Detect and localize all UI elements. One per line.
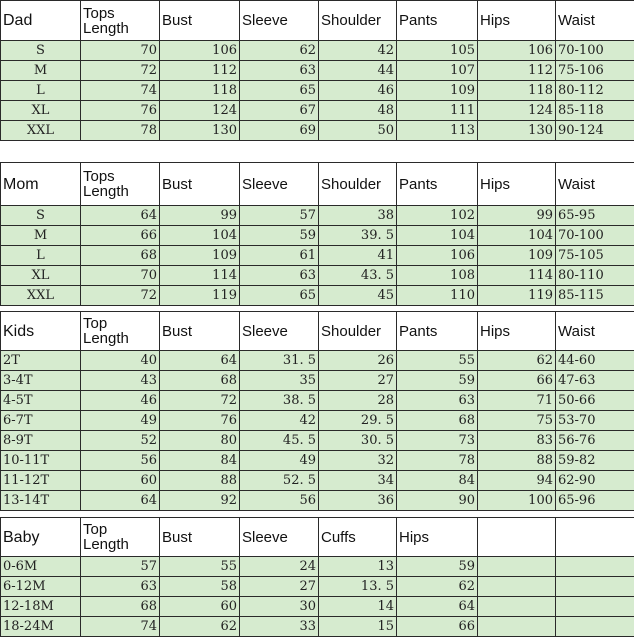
shoulder-cell: 45 [319, 286, 397, 306]
waist-cell: 80-110 [556, 266, 634, 286]
pants-cell: 111 [397, 101, 478, 121]
header-tops-length: Tops Length [81, 1, 160, 41]
cuffs-cell: 13. 5 [319, 577, 397, 597]
pants-cell: 63 [397, 391, 478, 411]
dad-size-table [0, 0, 634, 141]
cuffs-cell: 15 [319, 617, 397, 637]
sleeve-cell: 67 [240, 101, 319, 121]
sleeve-cell: 62 [240, 41, 319, 61]
tops-cell: 64 [81, 206, 160, 226]
waist-cell: 85-115 [556, 286, 634, 306]
mom-title: Mom [1, 163, 81, 206]
bust-cell: 106 [160, 41, 240, 61]
pants-cell: 104 [397, 226, 478, 246]
size-cell: 2T [1, 351, 81, 371]
waist-cell: 56-76 [556, 431, 634, 451]
empty-cell [556, 557, 634, 577]
hips-cell: 62 [478, 351, 556, 371]
bust-cell: 60 [160, 597, 240, 617]
sleeve-cell: 45. 5 [240, 431, 319, 451]
shoulder-cell: 32 [319, 451, 397, 471]
header-pants: Pants [397, 1, 478, 41]
pants-cell: 106 [397, 246, 478, 266]
table-row [1, 226, 634, 246]
size-cell: 10-11T [1, 451, 81, 471]
hips-cell: 112 [478, 61, 556, 81]
header-waist: Waist [556, 163, 634, 206]
waist-cell: 65-96 [556, 491, 634, 511]
pants-cell: 102 [397, 206, 478, 226]
waist-cell: 62-90 [556, 471, 634, 491]
tops-cell: 66 [81, 226, 160, 246]
hips-cell: 66 [478, 371, 556, 391]
header-top-length: Top Length [81, 518, 160, 557]
hips-cell: 83 [478, 431, 556, 451]
bust-cell: 119 [160, 286, 240, 306]
size-cell: M [1, 226, 81, 246]
tops-cell: 52 [81, 431, 160, 451]
shoulder-cell: 50 [319, 121, 397, 141]
hips-cell: 94 [478, 471, 556, 491]
header-bust: Bust [160, 518, 240, 557]
tops-cell: 43 [81, 371, 160, 391]
tops-cell: 57 [81, 557, 160, 577]
dad-title: Dad [1, 1, 81, 41]
size-cell: 3-4T [1, 371, 81, 391]
tops-cell: 68 [81, 246, 160, 266]
bust-cell: 109 [160, 246, 240, 266]
table-row [1, 491, 634, 511]
header-pants: Pants [397, 163, 478, 206]
pants-cell: 113 [397, 121, 478, 141]
size-cell: 0-6M [1, 557, 81, 577]
bust-cell: 68 [160, 371, 240, 391]
tops-cell: 78 [81, 121, 160, 141]
empty-header-cell [556, 518, 634, 557]
table-row [1, 61, 634, 81]
tops-cell: 70 [81, 266, 160, 286]
bust-cell: 62 [160, 617, 240, 637]
sleeve-cell: 69 [240, 121, 319, 141]
table-row [1, 121, 634, 141]
hips-cell: 59 [397, 557, 478, 577]
tops-cell: 46 [81, 391, 160, 411]
header-tops-length: Tops Length [81, 163, 160, 206]
size-cell: L [1, 81, 81, 101]
size-cell: 8-9T [1, 431, 81, 451]
bust-cell: 64 [160, 351, 240, 371]
bust-cell: 112 [160, 61, 240, 81]
header-bust: Bust [160, 1, 240, 41]
table-row [1, 471, 634, 491]
table-row [1, 206, 634, 226]
table-row [1, 81, 634, 101]
tops-cell: 76 [81, 101, 160, 121]
waist-cell: 70-100 [556, 41, 634, 61]
tops-cell: 40 [81, 351, 160, 371]
sleeve-cell: 61 [240, 246, 319, 266]
waist-cell: 50-66 [556, 391, 634, 411]
header-bust: Bust [160, 163, 240, 206]
table-row [1, 617, 634, 637]
hips-cell: 130 [478, 121, 556, 141]
sleeve-cell: 38. 5 [240, 391, 319, 411]
sleeve-cell: 30 [240, 597, 319, 617]
waist-cell: 70-100 [556, 226, 634, 246]
sleeve-cell: 56 [240, 491, 319, 511]
header-sleeve: Sleeve [240, 312, 319, 351]
pants-cell: 110 [397, 286, 478, 306]
sleeve-cell: 65 [240, 286, 319, 306]
sleeve-cell: 31. 5 [240, 351, 319, 371]
header-pants: Pants [397, 312, 478, 351]
bust-cell: 118 [160, 81, 240, 101]
size-cell: 11-12T [1, 471, 81, 491]
sleeve-cell: 65 [240, 81, 319, 101]
bust-cell: 114 [160, 266, 240, 286]
sleeve-cell: 35 [240, 371, 319, 391]
tops-cell: 56 [81, 451, 160, 471]
waist-cell: 65-95 [556, 206, 634, 226]
size-cell: L [1, 246, 81, 266]
waist-cell: 53-70 [556, 411, 634, 431]
shoulder-cell: 34 [319, 471, 397, 491]
table-row [1, 286, 634, 306]
shoulder-cell: 39. 5 [319, 226, 397, 246]
size-cell: XL [1, 101, 81, 121]
tops-cell: 64 [81, 491, 160, 511]
tops-cell: 68 [81, 597, 160, 617]
hips-cell: 106 [478, 41, 556, 61]
empty-cell [478, 557, 556, 577]
pants-cell: 78 [397, 451, 478, 471]
table-row [1, 557, 634, 577]
bust-cell: 76 [160, 411, 240, 431]
table-row [1, 101, 634, 121]
header-sleeve: Sleeve [240, 163, 319, 206]
sleeve-cell: 63 [240, 266, 319, 286]
sleeve-cell: 52. 5 [240, 471, 319, 491]
bust-cell: 72 [160, 391, 240, 411]
size-cell: M [1, 61, 81, 81]
size-cell: S [1, 206, 81, 226]
pants-cell: 84 [397, 471, 478, 491]
header-shoulder: Shoulder [319, 163, 397, 206]
shoulder-cell: 28 [319, 391, 397, 411]
kids-rows [1, 351, 634, 511]
empty-header-cell [478, 518, 556, 557]
sleeve-cell: 27 [240, 577, 319, 597]
size-cell: 6-12M [1, 577, 81, 597]
sleeve-cell: 49 [240, 451, 319, 471]
sleeve-cell: 42 [240, 411, 319, 431]
shoulder-cell: 48 [319, 101, 397, 121]
table-row [1, 41, 634, 61]
header-sleeve: Sleeve [240, 518, 319, 557]
size-cell: XXL [1, 286, 81, 306]
size-cell: 18-24M [1, 617, 81, 637]
hips-cell: 109 [478, 246, 556, 266]
pants-cell: 59 [397, 371, 478, 391]
bust-cell: 80 [160, 431, 240, 451]
cuffs-cell: 13 [319, 557, 397, 577]
cuffs-cell: 14 [319, 597, 397, 617]
kids-title: Kids [1, 312, 81, 351]
table-row [1, 246, 634, 266]
shoulder-cell: 26 [319, 351, 397, 371]
hips-cell: 100 [478, 491, 556, 511]
table-row [1, 266, 634, 286]
empty-cell [556, 597, 634, 617]
table-row [1, 597, 634, 617]
bust-cell: 88 [160, 471, 240, 491]
waist-cell: 47-63 [556, 371, 634, 391]
kids-size-table [0, 311, 634, 511]
size-cell: XL [1, 266, 81, 286]
hips-cell: 118 [478, 81, 556, 101]
shoulder-cell: 29. 5 [319, 411, 397, 431]
bust-cell: 99 [160, 206, 240, 226]
tops-cell: 72 [81, 61, 160, 81]
header-waist: Waist [556, 312, 634, 351]
hips-cell: 124 [478, 101, 556, 121]
waist-cell: 75-106 [556, 61, 634, 81]
size-cell: XXL [1, 121, 81, 141]
shoulder-cell: 41 [319, 246, 397, 266]
size-cell: S [1, 41, 81, 61]
waist-cell: 59-82 [556, 451, 634, 471]
baby-rows [1, 557, 634, 637]
waist-cell: 80-112 [556, 81, 634, 101]
waist-cell: 75-105 [556, 246, 634, 266]
empty-cell [556, 617, 634, 637]
shoulder-cell: 42 [319, 41, 397, 61]
hips-cell: 62 [397, 577, 478, 597]
tops-cell: 72 [81, 286, 160, 306]
pants-cell: 73 [397, 431, 478, 451]
header-cuffs: Cuffs [319, 518, 397, 557]
table-row [1, 411, 634, 431]
header-hips: Hips [478, 163, 556, 206]
header-bust: Bust [160, 312, 240, 351]
dad-rows [1, 41, 634, 141]
mom-size-table [0, 162, 634, 306]
header-hips: Hips [397, 518, 478, 557]
header-top-length: Top Length [81, 312, 160, 351]
pants-cell: 105 [397, 41, 478, 61]
pants-cell: 107 [397, 61, 478, 81]
waist-cell: 90-124 [556, 121, 634, 141]
header-hips: Hips [478, 1, 556, 41]
tops-cell: 49 [81, 411, 160, 431]
table-row [1, 431, 634, 451]
bust-cell: 58 [160, 577, 240, 597]
waist-cell: 44-60 [556, 351, 634, 371]
hips-cell: 66 [397, 617, 478, 637]
shoulder-cell: 46 [319, 81, 397, 101]
sleeve-cell: 63 [240, 61, 319, 81]
bust-cell: 124 [160, 101, 240, 121]
shoulder-cell: 38 [319, 206, 397, 226]
sleeve-cell: 24 [240, 557, 319, 577]
tops-cell: 70 [81, 41, 160, 61]
tops-cell: 74 [81, 617, 160, 637]
shoulder-cell: 44 [319, 61, 397, 81]
hips-cell: 64 [397, 597, 478, 617]
empty-cell [478, 597, 556, 617]
pants-cell: 90 [397, 491, 478, 511]
baby-size-table [0, 517, 634, 637]
empty-cell [478, 577, 556, 597]
mom-rows [1, 206, 634, 306]
shoulder-cell: 43. 5 [319, 266, 397, 286]
bust-cell: 104 [160, 226, 240, 246]
shoulder-cell: 36 [319, 491, 397, 511]
table-row [1, 577, 634, 597]
header-waist: Waist [556, 1, 634, 41]
bust-cell: 92 [160, 491, 240, 511]
hips-cell: 104 [478, 226, 556, 246]
pants-cell: 55 [397, 351, 478, 371]
header-hips: Hips [478, 312, 556, 351]
hips-cell: 75 [478, 411, 556, 431]
pants-cell: 108 [397, 266, 478, 286]
sleeve-cell: 59 [240, 226, 319, 246]
empty-cell [478, 617, 556, 637]
size-cell: 6-7T [1, 411, 81, 431]
table-row [1, 391, 634, 411]
tops-cell: 60 [81, 471, 160, 491]
hips-cell: 88 [478, 451, 556, 471]
table-row [1, 351, 634, 371]
pants-cell: 109 [397, 81, 478, 101]
table-row [1, 371, 634, 391]
hips-cell: 114 [478, 266, 556, 286]
waist-cell: 85-118 [556, 101, 634, 121]
pants-cell: 68 [397, 411, 478, 431]
sleeve-cell: 57 [240, 206, 319, 226]
tops-cell: 63 [81, 577, 160, 597]
hips-cell: 119 [478, 286, 556, 306]
bust-cell: 130 [160, 121, 240, 141]
baby-title: Baby [1, 518, 81, 557]
header-shoulder: Shoulder [319, 312, 397, 351]
hips-cell: 99 [478, 206, 556, 226]
table-row [1, 451, 634, 471]
header-shoulder: Shoulder [319, 1, 397, 41]
size-cell: 12-18M [1, 597, 81, 617]
size-cell: 13-14T [1, 491, 81, 511]
shoulder-cell: 30. 5 [319, 431, 397, 451]
tops-cell: 74 [81, 81, 160, 101]
empty-cell [556, 577, 634, 597]
shoulder-cell: 27 [319, 371, 397, 391]
header-sleeve: Sleeve [240, 1, 319, 41]
bust-cell: 84 [160, 451, 240, 471]
hips-cell: 71 [478, 391, 556, 411]
sleeve-cell: 33 [240, 617, 319, 637]
size-cell: 4-5T [1, 391, 81, 411]
bust-cell: 55 [160, 557, 240, 577]
